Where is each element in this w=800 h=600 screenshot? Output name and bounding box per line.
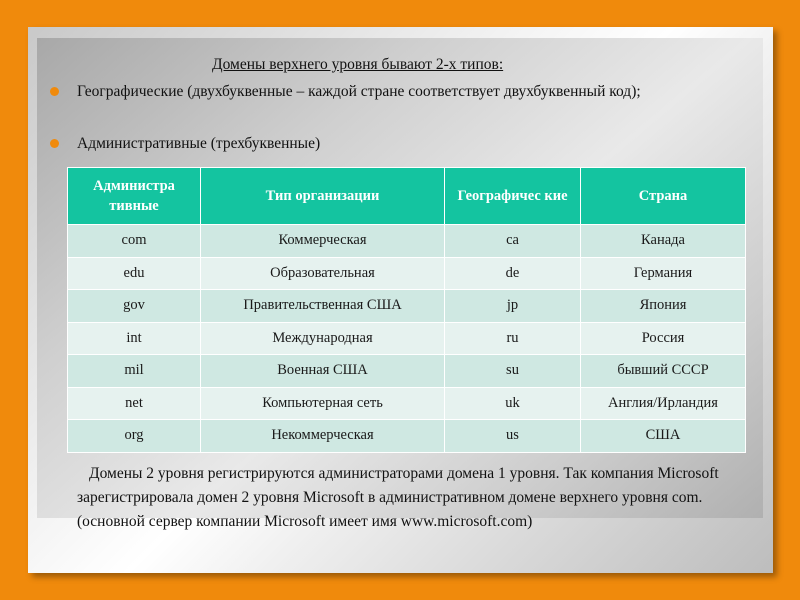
cell-org-type: Международная [201,322,445,355]
cell-country: Англия/Ирландия [581,387,746,420]
cell-country: Германия [581,257,746,290]
bullet-dot-icon [50,87,59,96]
cell-org-type: Образовательная [201,257,445,290]
table-row [68,387,746,420]
cell-geo: uk [445,387,581,420]
cell-admin: mil [68,355,201,388]
cell-admin: edu [68,257,201,290]
cell-geo: ca [445,225,581,258]
table-header-row [68,168,746,225]
table-row [68,322,746,355]
cell-geo: de [445,257,581,290]
bullet-item-geographic [77,81,657,102]
cell-org-type: Некоммерческая [201,420,445,453]
cell-org-type: Военная США [201,355,445,388]
cell-admin: org [68,420,201,453]
bullet-dot-icon [50,139,59,148]
cell-admin: int [68,322,201,355]
cell-org-type: Компьютерная сеть [201,387,445,420]
cell-country: Россия [581,322,746,355]
bullet-text: Географические (двухбуквенные – каждой стране соответствует двухбуквенный код); [77,83,641,100]
cell-country: Япония [581,290,746,323]
header-organization-type: Тип организации [201,168,445,225]
cell-country: Канада [581,225,746,258]
cell-org-type: Коммерческая [201,225,445,258]
domains-table [67,167,746,453]
table-row [68,225,746,258]
table-row [68,355,746,388]
cell-geo: ru [445,322,581,355]
bullet-item-administrative [77,133,657,154]
cell-geo: su [445,355,581,388]
header-country: Страна [581,168,746,225]
cell-geo: jp [445,290,581,323]
table-row [68,290,746,323]
footer-paragraph: Домены 2 уровня регистрируются администраторами домена 1 уровня. Так компания Microsoft зарегистрировала домен 2 уровня Microsoft в административном домене верхнего уровня com. (основной сервер компании Microsoft имеет имя www.microsoft.com) [77,465,719,530]
header-administrative: Администра тивные [68,168,201,225]
cell-geo: us [445,420,581,453]
cell-admin: com [68,225,201,258]
bullet-text: Административные (трехбуквенные) [77,135,321,152]
table-row [68,257,746,290]
slide-heading: Домены верхнего уровня бывают 2-х типов: [212,56,504,73]
cell-org-type: Правительственная США [201,290,445,323]
cell-admin: net [68,387,201,420]
table-row [68,420,746,453]
cell-admin: gov [68,290,201,323]
cell-country: бывший СССР [581,355,746,388]
header-geographic: Географичес кие [445,168,581,225]
cell-country: США [581,420,746,453]
